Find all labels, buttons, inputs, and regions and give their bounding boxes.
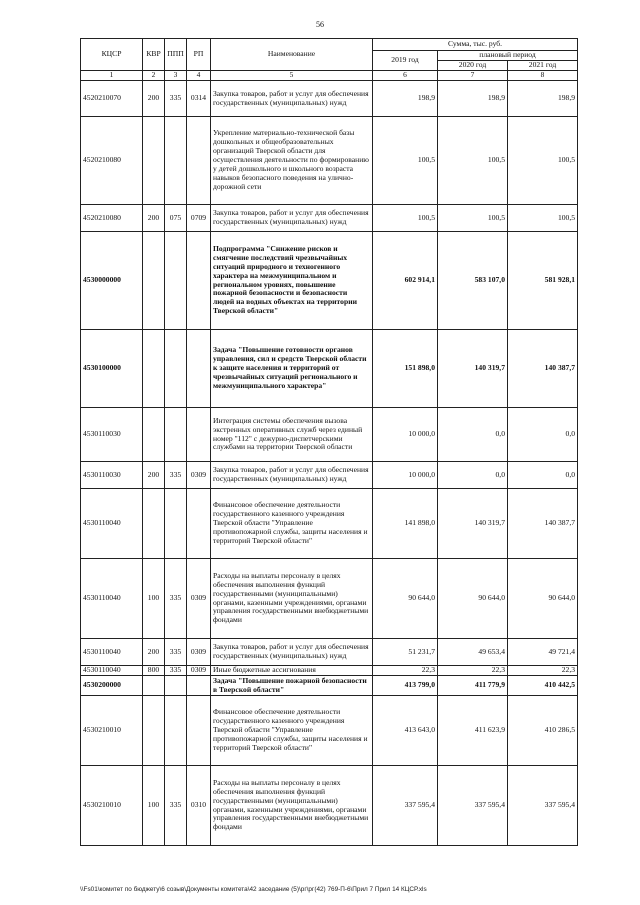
table-row — [81, 330, 578, 408]
name-cell: Закупка товаров, работ и услуг для обеспечения государственных (муниципальных) нужд — [211, 81, 373, 117]
kcsr-cell: 4530110040 — [81, 559, 143, 639]
column-number: 3 — [165, 71, 187, 81]
amount-2019-cell: 10 000,0 — [373, 462, 438, 489]
ppp-cell: 335 — [165, 559, 187, 639]
kvr-cell: 800 — [143, 666, 165, 676]
amount-2019-cell: 337 595,4 — [373, 766, 438, 846]
kvr-cell — [143, 408, 165, 462]
column-number: 1 — [81, 71, 143, 81]
amount-2020-cell: 0,0 — [438, 408, 508, 462]
table-row — [81, 489, 578, 559]
ppp-cell: 335 — [165, 639, 187, 666]
ppp-cell: 335 — [165, 81, 187, 117]
amount-2021-cell: 337 595,4 — [508, 766, 578, 846]
table-row — [81, 639, 578, 666]
rp-cell: 0310 — [187, 766, 211, 846]
column-number: 8 — [508, 71, 578, 81]
rp-cell — [187, 330, 211, 408]
table-row — [81, 559, 578, 639]
ppp-cell — [165, 696, 187, 766]
kvr-cell: 200 — [143, 462, 165, 489]
amount-2019-cell: 100,5 — [373, 205, 438, 232]
column-number-row — [81, 71, 578, 81]
amount-2021-cell: 140 387,7 — [508, 330, 578, 408]
table-row — [81, 205, 578, 232]
name-cell: Закупка товаров, работ и услуг для обеспечения государственных (муниципальных) нужд — [211, 205, 373, 232]
amount-2021-cell: 140 387,7 — [508, 489, 578, 559]
rp-cell — [187, 676, 211, 696]
amount-2021-cell: 22,3 — [508, 666, 578, 676]
amount-2021-cell: 100,5 — [508, 205, 578, 232]
amount-2020-cell: 583 107,0 — [438, 232, 508, 330]
kcsr-cell: 4530110040 — [81, 666, 143, 676]
amount-2019-cell: 413 643,0 — [373, 696, 438, 766]
amount-2019-cell: 141 898,0 — [373, 489, 438, 559]
amount-2020-cell: 0,0 — [438, 462, 508, 489]
kcsr-cell: 4530210010 — [81, 766, 143, 846]
column-number: 7 — [438, 71, 508, 81]
kvr-cell — [143, 676, 165, 696]
amount-2019-cell: 413 799,0 — [373, 676, 438, 696]
column-number: 5 — [211, 71, 373, 81]
name-cell: Подпрограмма "Снижение рисков и смягчение последствий чрезвычайных ситуаций природного и техногенного характера на межмуниципальном и региональном уровнях, повышение пожарной безопасности и безопасности людей на водных объектах на территории Тверской области" — [211, 232, 373, 330]
file-path-footer: \\Fs01\комитет по бюджету\6 созыв\Документы комитета\42 заседание (5)\рг\рг(42) 769-П-6\Прил 7 Прил 14 КЦСР.xls — [80, 886, 427, 893]
amount-2021-cell: 0,0 — [508, 408, 578, 462]
kvr-cell — [143, 117, 165, 205]
rp-cell: 0309 — [187, 559, 211, 639]
rp-cell — [187, 408, 211, 462]
kvr-cell: 100 — [143, 766, 165, 846]
kcsr-cell: 4530210010 — [81, 696, 143, 766]
name-cell: Расходы на выплаты персоналу в целях обеспечения выполнения функций государственными (муниципальными) органами, казенными учреждениями, органами управления государственными внебюджетными фондами — [211, 766, 373, 846]
amount-2019-cell: 198,9 — [373, 81, 438, 117]
header-kcsr: КЦСР — [81, 39, 143, 71]
kvr-cell — [143, 232, 165, 330]
rp-cell — [187, 232, 211, 330]
amount-2019-cell: 100,5 — [373, 117, 438, 205]
name-cell: Укрепление материально-технической базы дошкольных и общеобразовательных организаций Тверской области для осуществления деятельности по формированию у детей дошкольного и школьного возраста навыков безопасного поведения на улично-дорожной сети — [211, 117, 373, 205]
amount-2021-cell: 0,0 — [508, 462, 578, 489]
column-number: 4 — [187, 71, 211, 81]
header-sum: Сумма, тыс. руб. — [373, 39, 578, 51]
rp-cell: 0314 — [187, 81, 211, 117]
rp-cell: 0309 — [187, 462, 211, 489]
table-row — [81, 81, 578, 117]
header-rp: РП — [187, 39, 211, 71]
amount-2021-cell: 581 928,1 — [508, 232, 578, 330]
ppp-cell: 335 — [165, 666, 187, 676]
amount-2020-cell: 22,3 — [438, 666, 508, 676]
amount-2019-cell: 10 000,0 — [373, 408, 438, 462]
amount-2021-cell: 100,5 — [508, 117, 578, 205]
header-planned-period: плановый период — [438, 51, 578, 61]
name-cell: Задача "Повышение пожарной безопасности в Тверской области" — [211, 676, 373, 696]
table-row — [81, 117, 578, 205]
table-row — [81, 408, 578, 462]
amount-2021-cell: 49 721,4 — [508, 639, 578, 666]
amount-2019-cell: 151 898,0 — [373, 330, 438, 408]
name-cell: Иные бюджетные ассигнования — [211, 666, 373, 676]
ppp-cell — [165, 117, 187, 205]
amount-2020-cell: 337 595,4 — [438, 766, 508, 846]
amount-2019-cell: 22,3 — [373, 666, 438, 676]
kcsr-cell: 4530110030 — [81, 462, 143, 489]
kcsr-cell: 4530110040 — [81, 489, 143, 559]
amount-2021-cell: 410 286,5 — [508, 696, 578, 766]
kvr-cell: 200 — [143, 639, 165, 666]
kvr-cell — [143, 696, 165, 766]
name-cell: Закупка товаров, работ и услуг для обеспечения государственных (муниципальных) нужд — [211, 639, 373, 666]
ppp-cell — [165, 232, 187, 330]
ppp-cell — [165, 408, 187, 462]
ppp-cell — [165, 489, 187, 559]
amount-2019-cell: 602 914,1 — [373, 232, 438, 330]
amount-2021-cell: 198,9 — [508, 81, 578, 117]
kvr-cell: 200 — [143, 205, 165, 232]
ppp-cell: 075 — [165, 205, 187, 232]
amount-2019-cell: 90 644,0 — [373, 559, 438, 639]
table-row — [81, 676, 578, 696]
header-2020: 2020 год — [438, 61, 508, 71]
page-number: 56 — [316, 20, 324, 29]
rp-cell: 0309 — [187, 666, 211, 676]
amount-2020-cell: 411 779,9 — [438, 676, 508, 696]
kcsr-cell: 4530100000 — [81, 330, 143, 408]
table-row — [81, 696, 578, 766]
header-name: Наименование — [211, 39, 373, 71]
ppp-cell — [165, 676, 187, 696]
table-row — [81, 666, 578, 676]
ppp-cell: 335 — [165, 766, 187, 846]
table-row — [81, 462, 578, 489]
name-cell: Расходы на выплаты персоналу в целях обеспечения выполнения функций государственными (муниципальными) органами, казенными учреждениями, органами управления государственными внебюджетными фондами — [211, 559, 373, 639]
name-cell: Интеграция системы обеспечения вызова экстренных оперативных служб через единый номер "112" с дежурно-диспетчерскими службами на территории Тверской области — [211, 408, 373, 462]
rp-cell: 0309 — [187, 639, 211, 666]
rp-cell — [187, 696, 211, 766]
name-cell: Финансовое обеспечение деятельности государственного казенного учреждения Тверской области "Управление противопожарной службы, защиты населения и территорий Тверской области" — [211, 489, 373, 559]
kcsr-cell: 4520210080 — [81, 117, 143, 205]
kcsr-cell: 4520210070 — [81, 81, 143, 117]
amount-2020-cell: 100,5 — [438, 205, 508, 232]
column-number: 2 — [143, 71, 165, 81]
amount-2021-cell: 90 644,0 — [508, 559, 578, 639]
budget-table — [80, 38, 578, 846]
table-row — [81, 232, 578, 330]
amount-2020-cell: 140 319,7 — [438, 489, 508, 559]
rp-cell: 0709 — [187, 205, 211, 232]
kvr-cell — [143, 489, 165, 559]
kcsr-cell: 4520210080 — [81, 205, 143, 232]
kcsr-cell: 4530110040 — [81, 639, 143, 666]
amount-2021-cell: 410 442,5 — [508, 676, 578, 696]
rp-cell — [187, 117, 211, 205]
amount-2020-cell: 198,9 — [438, 81, 508, 117]
ppp-cell: 335 — [165, 462, 187, 489]
amount-2020-cell: 411 623,9 — [438, 696, 508, 766]
name-cell: Задача "Повышение готовности органов управления, сил и средств Тверской области к защите населения и территорий от чрезвычайных ситуаций регионального и межмуниципального характера" — [211, 330, 373, 408]
kcsr-cell: 4530000000 — [81, 232, 143, 330]
name-cell: Закупка товаров, работ и услуг для обеспечения государственных (муниципальных) нужд — [211, 462, 373, 489]
amount-2019-cell: 51 231,7 — [373, 639, 438, 666]
rp-cell — [187, 489, 211, 559]
amount-2020-cell: 49 653,4 — [438, 639, 508, 666]
kcsr-cell: 4530200000 — [81, 676, 143, 696]
header-2019: 2019 год — [373, 51, 438, 71]
kcsr-cell: 4530110030 — [81, 408, 143, 462]
kvr-cell: 100 — [143, 559, 165, 639]
name-cell: Финансовое обеспечение деятельности государственного казенного учреждения Тверской области "Управление противопожарной службы, защиты населения и территорий Тверской области" — [211, 696, 373, 766]
amount-2020-cell: 140 319,7 — [438, 330, 508, 408]
kvr-cell: 200 — [143, 81, 165, 117]
kvr-cell — [143, 330, 165, 408]
column-number: 6 — [373, 71, 438, 81]
table-row — [81, 766, 578, 846]
amount-2020-cell: 90 644,0 — [438, 559, 508, 639]
header-2021: 2021 год — [508, 61, 578, 71]
header-ppp: ППП — [165, 39, 187, 71]
amount-2020-cell: 100,5 — [438, 117, 508, 205]
header-kvr: КВР — [143, 39, 165, 71]
ppp-cell — [165, 330, 187, 408]
